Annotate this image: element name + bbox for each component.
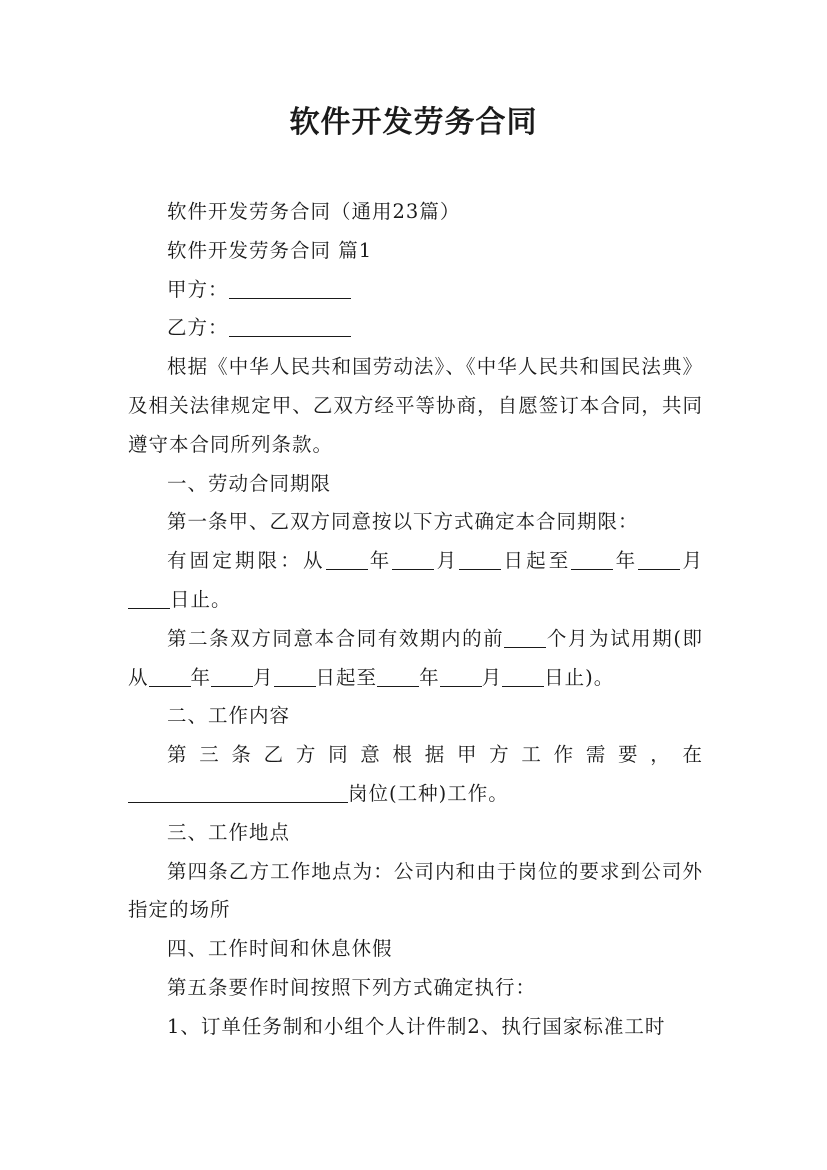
heading-work-content: 二、工作内容 [167, 704, 291, 728]
blank [149, 664, 191, 687]
blank [326, 547, 368, 570]
blank [440, 664, 482, 687]
unit-year: 年 [190, 665, 212, 689]
document-title: 软件开发劳务合同 [289, 105, 538, 140]
blank [274, 664, 316, 687]
fixed-term-line [128, 542, 703, 620]
article-5-item: 1、订单任务制和小组个人计件制2、执行国家标准工时 [167, 1014, 666, 1038]
article-2-text: 第二条双方同意本合同有效期内的前 [167, 626, 505, 650]
party-b-label: 乙方： [167, 316, 229, 340]
article-2-probation: 个月为试用期(即从 [128, 626, 703, 689]
article-3-end: 岗位(工种)工作。 [348, 781, 509, 805]
unit-year: 年 [419, 665, 440, 689]
article-1: 第一条甲、乙双方同意按以下方式确定本合同期限： [167, 510, 639, 534]
unit-month: 月 [680, 549, 703, 573]
article-3 [128, 736, 703, 814]
article-4: 第四条乙方工作地点为：公司内和由于岗位的要求到公司外指定的场所 [128, 859, 703, 922]
party-a-line [128, 271, 703, 310]
party-b-line [128, 309, 703, 348]
article-2 [128, 620, 703, 698]
article-3-text: 第三条乙方同意根据甲方工作需要，在 [167, 743, 703, 767]
subtitle: 软件开发劳务合同（通用23篇） [167, 200, 461, 223]
unit-day-end: 日止。 [170, 587, 232, 611]
blank [211, 664, 253, 687]
unit-year: 年 [613, 549, 639, 573]
article-5: 第五条要作时间按照下列方式确定执行： [167, 975, 537, 999]
position-blank [128, 780, 348, 803]
party-a-label: 甲方： [167, 277, 229, 301]
unit-year: 年 [367, 549, 393, 573]
heading-contract-term: 一、劳动合同期限 [167, 471, 332, 495]
blank [377, 664, 419, 687]
party-a-blank [229, 276, 351, 299]
blank [571, 547, 613, 570]
blank [392, 547, 434, 570]
blank [502, 664, 544, 687]
preamble-paragraph: 根据《中华人民共和国劳动法》、《中华人民共和国民法典》及相关法律规定甲、乙双方经平等协商，自愿签订本合同，共同遵守本合同所列条款。 [128, 355, 703, 456]
heading-work-location: 三、工作地点 [167, 820, 291, 844]
unit-month: 月 [253, 665, 274, 689]
unit-day-end: 日止)。 [544, 665, 615, 689]
party-b-blank [229, 314, 351, 337]
blank [504, 625, 546, 648]
blank [638, 547, 680, 570]
blank [128, 586, 170, 609]
document-body [128, 193, 703, 1047]
blank [459, 547, 501, 570]
unit-month: 月 [434, 549, 460, 573]
fixed-term-text: 有固定期限：从 [167, 549, 326, 573]
heading-working-hours: 四、工作时间和休息休假 [167, 937, 393, 961]
unit-day-from: 日起至 [501, 549, 572, 573]
unit-day-from: 日起至 [315, 665, 378, 689]
unit-month: 月 [481, 665, 503, 689]
section-heading: 软件开发劳务合同 篇1 [167, 238, 373, 262]
